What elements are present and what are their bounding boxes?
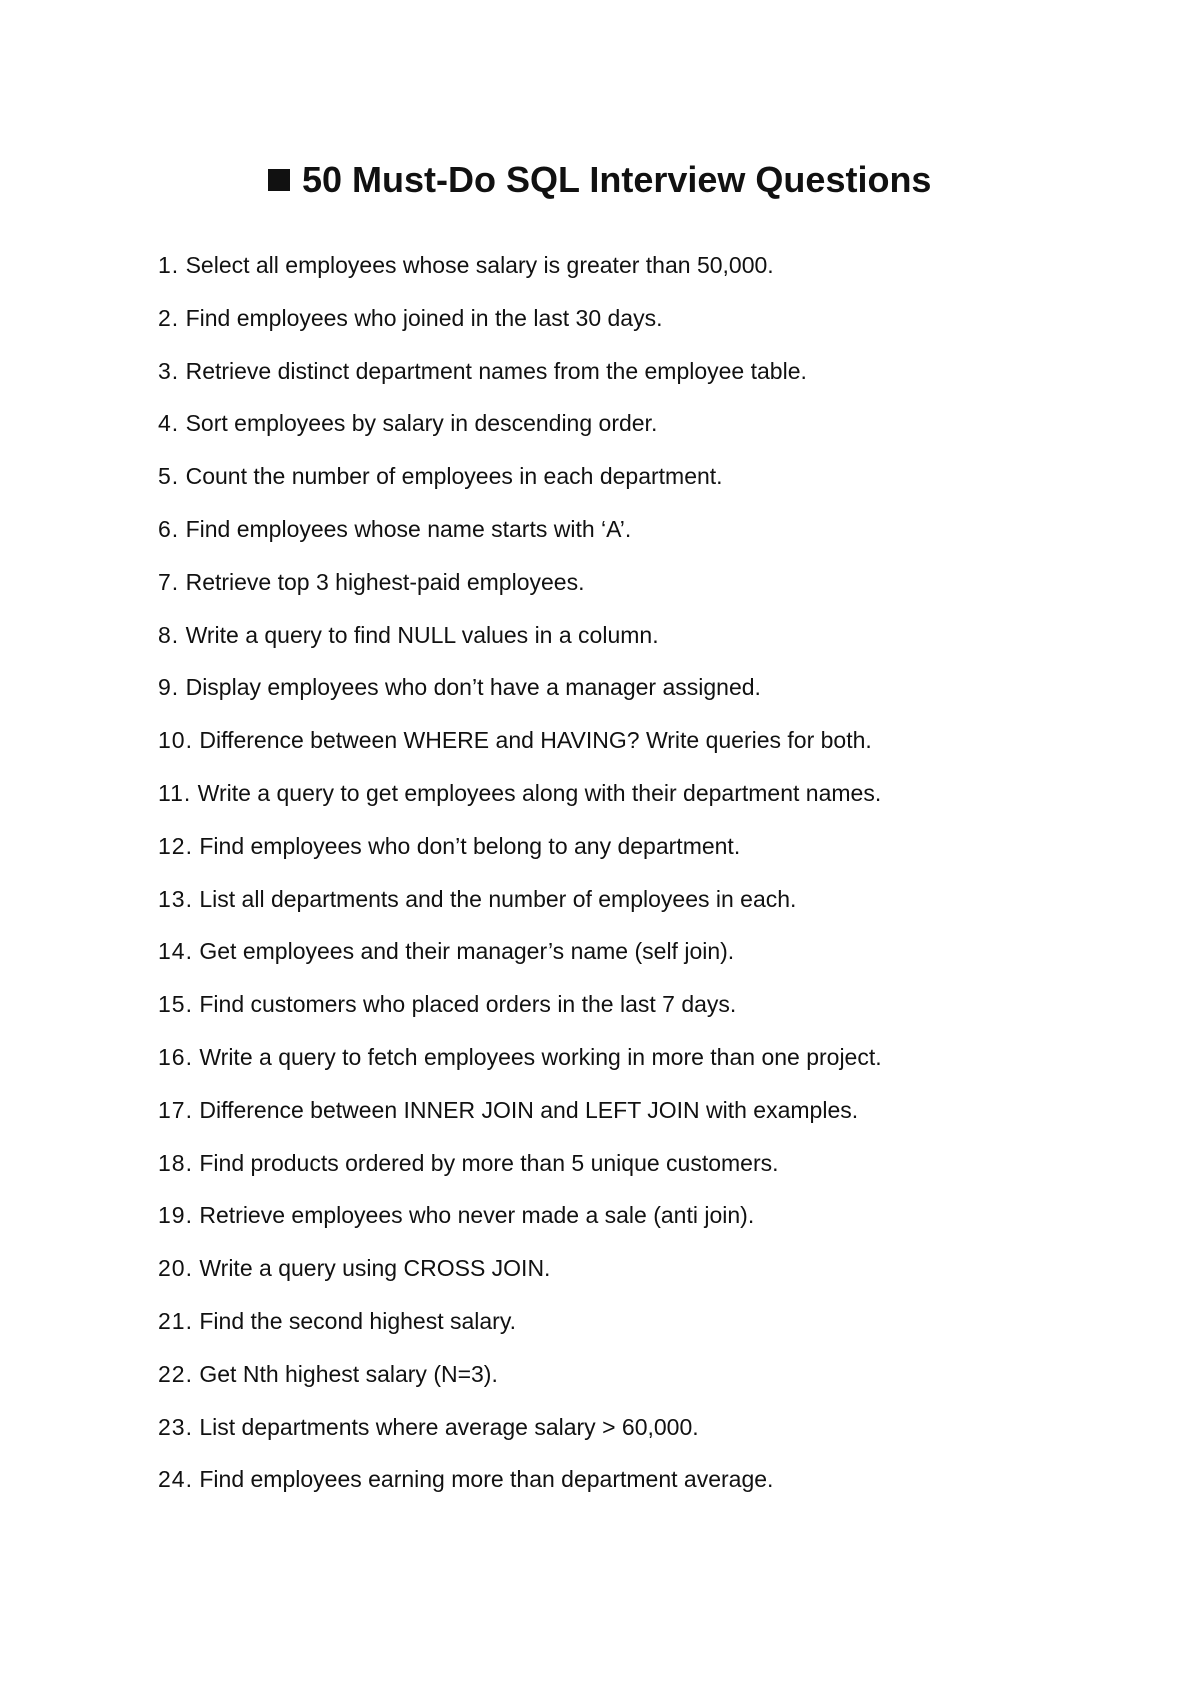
question-text: Find customers who placed orders in the last 7 days. [199, 991, 737, 1018]
question-text: Find employees earning more than department average. [199, 1466, 774, 1493]
question-item [158, 461, 882, 514]
question-item [158, 989, 882, 1042]
question-item [158, 1042, 882, 1095]
question-item [158, 778, 882, 831]
question-item [158, 1359, 882, 1412]
question-number: 3. [158, 357, 180, 384]
question-number: 8. [158, 621, 180, 648]
question-text: Get Nth highest salary (N=3). [199, 1360, 498, 1387]
page-title [268, 155, 931, 205]
question-item [158, 1464, 882, 1517]
question-item [158, 1412, 882, 1465]
question-number: 24. [158, 1466, 193, 1493]
question-text: Find employees who joined in the last 30 days. [185, 304, 663, 331]
question-number: 20. [158, 1255, 193, 1282]
black-square-icon [268, 169, 290, 191]
question-item [158, 408, 882, 461]
question-item [158, 1200, 882, 1253]
question-text: Find the second highest salary. [199, 1307, 517, 1334]
question-number: 7. [158, 568, 180, 595]
question-text: List departments where average salary > 60,000. [199, 1413, 699, 1440]
question-item [158, 831, 882, 884]
question-number: 22. [158, 1360, 193, 1387]
question-item [158, 250, 882, 303]
question-text: Difference between WHERE and HAVING? Write queries for both. [199, 727, 872, 754]
question-number: 5. [158, 463, 180, 490]
question-text: Count the number of employees in each department. [185, 463, 723, 490]
question-number: 6. [158, 515, 180, 542]
question-list [158, 250, 882, 1517]
question-number: 10. [158, 727, 193, 754]
question-number: 4. [158, 410, 180, 437]
question-number: 9. [158, 674, 180, 701]
question-item [158, 672, 882, 725]
question-number: 11. [158, 779, 192, 806]
question-text: Retrieve employees who never made a sale (anti join). [199, 1202, 755, 1229]
question-text: List all departments and the number of employees in each. [199, 885, 797, 912]
question-number: 23. [158, 1413, 193, 1440]
question-item [158, 1253, 882, 1306]
question-number: 2. [158, 304, 180, 331]
question-item [158, 1148, 882, 1201]
question-item [158, 1095, 882, 1148]
question-text: Retrieve distinct department names from the employee table. [185, 357, 807, 384]
question-number: 15. [158, 991, 193, 1018]
question-text: Find employees whose name starts with ‘A’. [185, 515, 632, 542]
question-number: 19. [158, 1202, 193, 1229]
question-number: 14. [158, 938, 193, 965]
page-title-text: 50 Must-Do SQL Interview Questions [302, 159, 932, 200]
question-text: Write a query to get employees along with their department names. [197, 779, 882, 806]
question-item [158, 936, 882, 989]
question-text: Write a query using CROSS JOIN. [199, 1255, 551, 1282]
question-number: 12. [158, 832, 193, 859]
question-text: Write a query to find NULL values in a column. [185, 621, 659, 648]
question-number: 17. [158, 1096, 193, 1123]
question-item [158, 725, 882, 778]
question-text: Retrieve top 3 highest-paid employees. [185, 568, 585, 595]
question-item [158, 356, 882, 409]
question-text: Difference between INNER JOIN and LEFT JOIN with examples. [199, 1096, 859, 1123]
question-item [158, 884, 882, 937]
question-text: Display employees who don’t have a manager assigned. [185, 674, 761, 701]
question-text: Find products ordered by more than 5 unique customers. [199, 1149, 779, 1176]
question-number: 16. [158, 1043, 193, 1070]
question-item [158, 514, 882, 567]
question-text: Select all employees whose salary is greater than 50,000. [185, 252, 774, 278]
question-item [158, 620, 882, 673]
question-item [158, 567, 882, 620]
question-item [158, 303, 882, 356]
question-item [158, 1306, 882, 1359]
question-text: Get employees and their manager’s name (self join). [199, 938, 735, 965]
question-number: 1. [158, 252, 180, 278]
question-text: Find employees who don’t belong to any department. [199, 832, 741, 859]
question-number: 18. [158, 1149, 193, 1176]
question-number: 21. [158, 1307, 193, 1334]
question-text: Write a query to fetch employees working in more than one project. [199, 1043, 882, 1070]
question-text: Sort employees by salary in descending order. [185, 410, 658, 437]
question-number: 13. [158, 885, 193, 912]
